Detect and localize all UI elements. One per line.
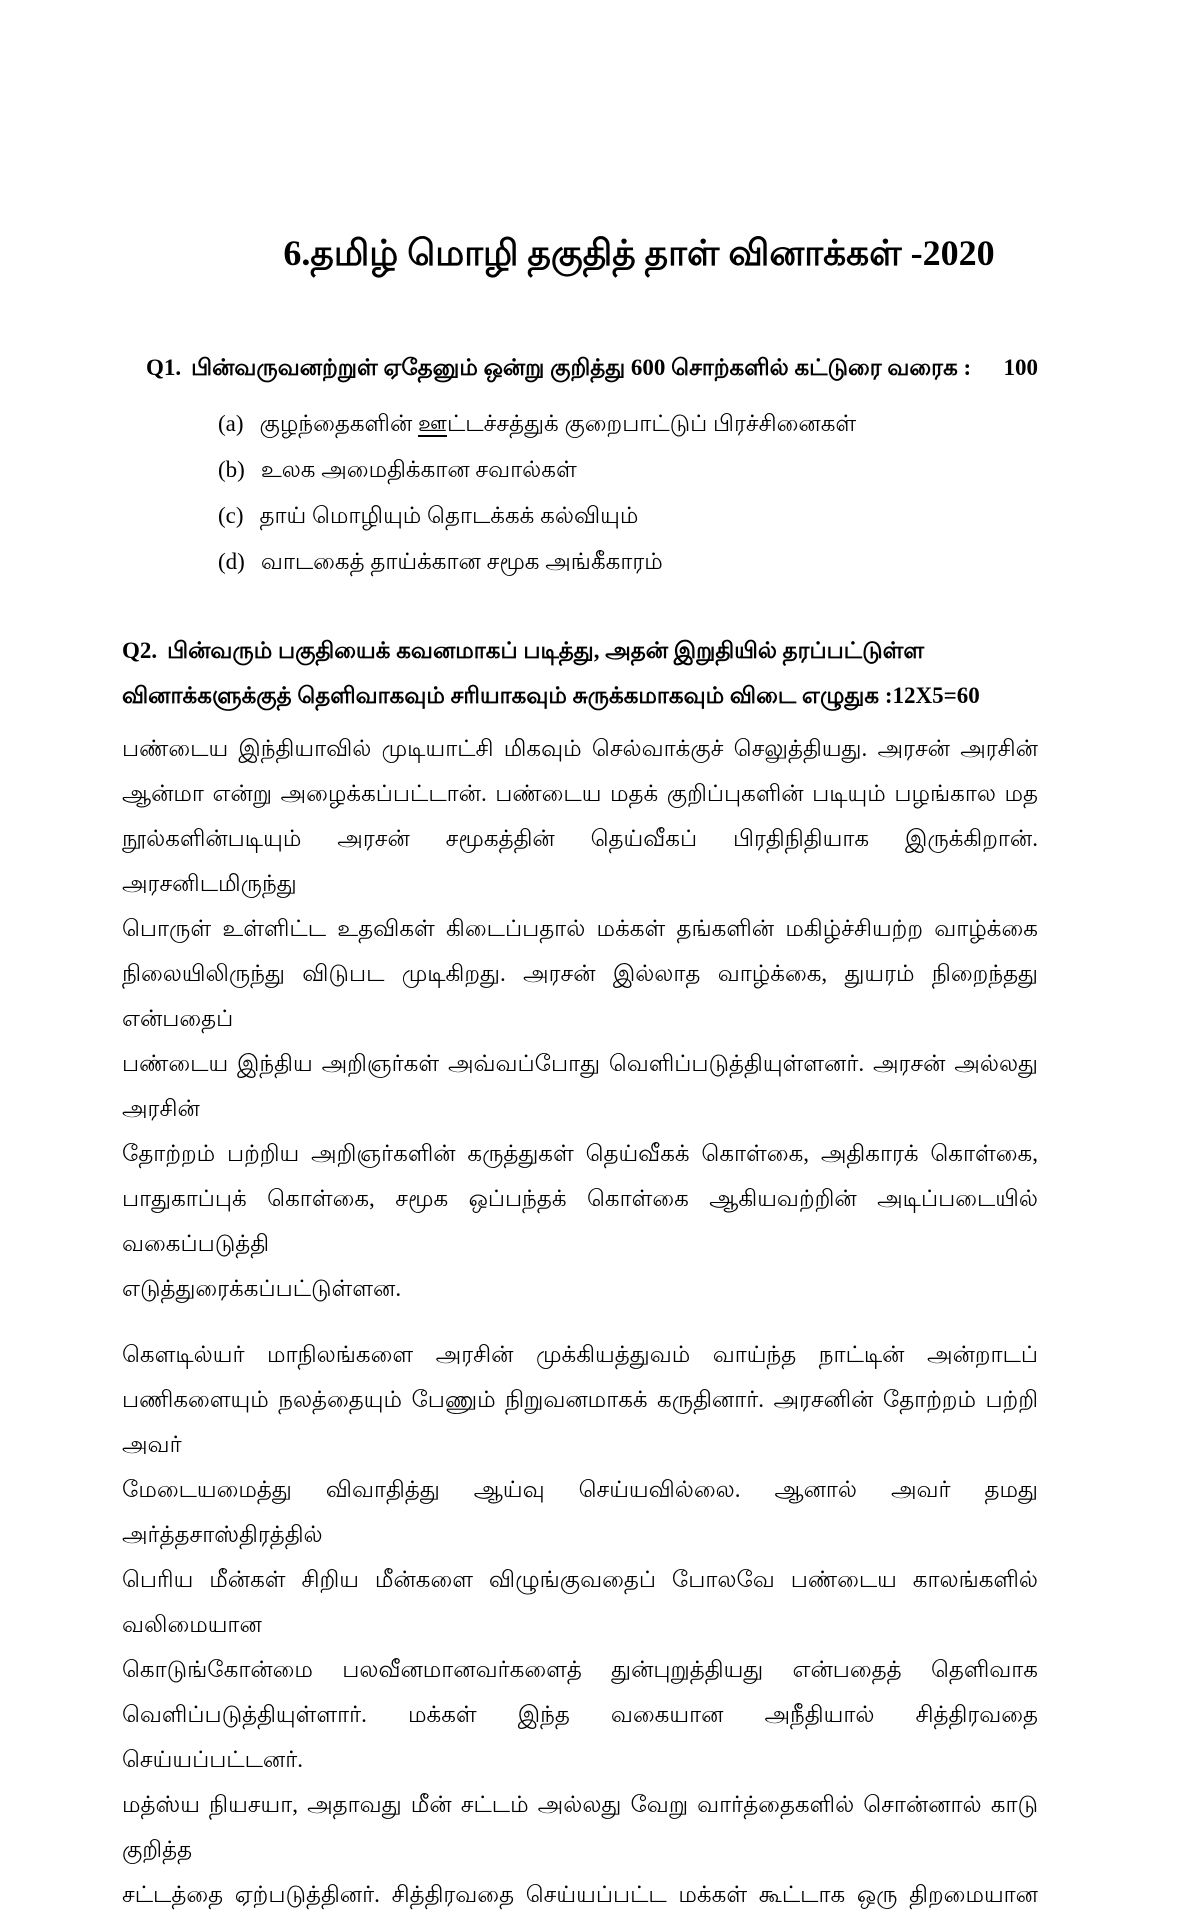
question-1 [146,352,1038,384]
question-2-line-1 [122,628,1038,673]
passage-line: பண்டைய இந்தியாவில் முடியாட்சி மிகவும் செல்வாக்குச் செலுத்தியது. அரசன் அரசின் [122,735,1038,761]
passage-line: நிலையிலிருந்து விடுபட முடிகிறது. அரசன் இல்லாத வாழ்க்கை, துயரம் நிறைந்தது என்பதைப் [122,960,1038,1031]
option-text-pre: உலக அமைதிக்கான சவால்கள் [260,456,577,482]
question-1-marks: 100 [1003,355,1038,381]
question-2-number: Q2. [122,637,158,663]
option-text [261,447,577,493]
passage-line: பொருள் உள்ளிட்ட உதவிகள் கிடைப்பதால் மக்கள் தங்களின் மகிழ்ச்சியற்ற வாழ்க்கை [122,915,1038,941]
passage-line: மேடையமைத்து விவாதித்து ஆய்வு செய்யவில்லை. ஆனால் அவர் தமது அர்த்தசாஸ்திரத்தில் [122,1476,1038,1547]
passage-paragraph-1 [122,726,1038,1311]
question-1-text: பின்வருவனற்றுள் ஏதேனும் ஒன்று குறித்து 600 சொற்களில் கட்டுரை வரைக : [191,355,972,381]
passage-line: மத்ஸ்ய நியசயா, அதாவது மீன் சட்டம் அல்லது வேறு வார்த்தைகளில் சொன்னால் காடு குறித்த [122,1791,1038,1862]
question-2-text-line1: பின்வரும் பகுதியைக் கவனமாகப் படித்து, அதன் இறுதியில் தரப்பட்டுள்ள [167,637,925,663]
option-text-underlined: ஊ [418,410,447,436]
passage-line: சட்டத்தை ஏற்படுத்தினர். சித்திரவதை செய்யப்பட்ட மக்கள் கூட்டாக ஒரு திறமையான [122,1881,1038,1907]
option-row [218,401,1038,447]
option-text-pre: தாய் மொழியும் தொடக்கக் கல்வியும் [259,502,639,528]
option-label: (c) [218,502,244,528]
option-label: (b) [218,456,245,482]
passage-line: எடுத்துரைக்கப்பட்டுள்ளன. [122,1275,402,1301]
passage-line: பணிகளையும் நலத்தையும் பேணும் நிறுவனமாகக் கருதினார். அரசனின் தோற்றம் பற்றி அவர் [122,1386,1038,1457]
passage-line: நூல்களின்படியும் அரசன் சமூகத்தின் தெய்வீகப் பிரதிநிதியாக இருக்கிறான். அரசனிடமிருந்து [122,825,1038,896]
page-title: 6.தமிழ் மொழி தகுதித் தாள் வினாக்கள் -2020 [283,233,995,273]
passage-line: ஆன்மா என்று அழைக்கப்பட்டான். பண்டைய மதக் குறிப்புகளின் படியும் பழங்கால மத [122,780,1038,806]
question-2-text-line2: வினாக்களுக்குத் தெளிவாகவும் சரியாகவும் சுருக்கமாகவும் விடை எழுதுக :12X5=60 [122,682,980,708]
passage-line: தோற்றம் பற்றிய அறிஞர்களின் கருத்துகள் தெய்வீகக் கொள்கை, அதிகாரக் கொள்கை, [122,1140,1038,1166]
passage-line: பண்டைய இந்திய அறிஞர்கள் அவ்வப்போது வெளிப்படுத்தியுள்ளனர். அரசன் அல்லது அரசின் [122,1050,1038,1121]
passage-line: பாதுகாப்புக் கொள்கை, சமூக ஒப்பந்தக் கொள்கை ஆகியவற்றின் அடிப்படையில் வகைப்படுத்தி [122,1185,1038,1256]
option-text-pre: வாடகைத் தாய்க்கான சமூக அங்கீகாரம் [260,548,663,574]
question-1-options [218,401,1038,585]
option-text [260,401,857,447]
option-text [261,539,663,585]
option-text-post: ட்டச்சத்துக் குறைபாட்டுப் பிரச்சினைகள் [447,410,857,436]
option-label: (d) [218,548,245,574]
passage-line: கொடுங்கோன்மை பலவீனமானவர்களைத் துன்புறுத்தியது என்பதைத் தெளிவாக [122,1656,1038,1682]
document-content [122,0,1038,1917]
option-row [218,539,1038,585]
option-label: (a) [218,410,244,436]
option-text-pre: குழந்தைகளின் [259,410,419,436]
passage-line: கௌடில்யர் மாநிலங்களை அரசின் முக்கியத்துவம் வாய்ந்த நாட்டின் அன்றாடப் [122,1341,1038,1367]
passage-line: வெளிப்படுத்தியுள்ளார். மக்கள் இந்த வகையான அநீதியால் சித்திரவதை செய்யப்பட்டனர். [122,1701,1038,1772]
option-row [218,447,1038,493]
option-text [260,493,639,539]
question-2 [122,628,1038,718]
question-1-number: Q1. [146,355,182,381]
passage-paragraph-2 [122,1332,1038,1917]
passage-line: பெரிய மீன்கள் சிறிய மீன்களை விழுங்குவதைப் போலவே பண்டைய காலங்களில் வலிமையான [122,1566,1038,1637]
option-row [218,493,1038,539]
